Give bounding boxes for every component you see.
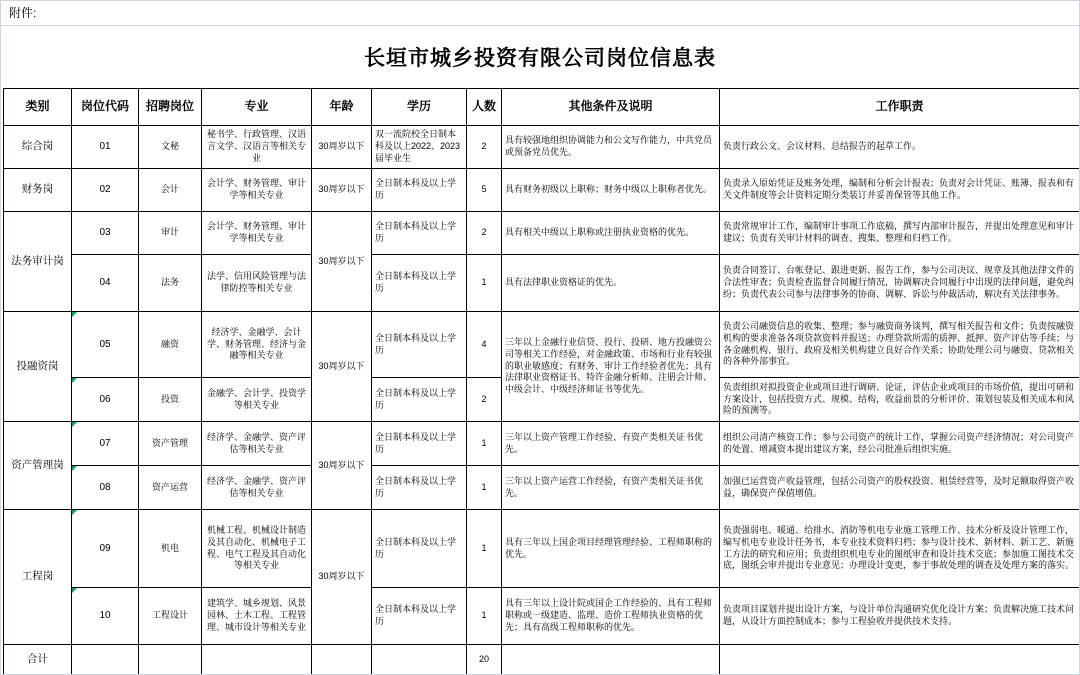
education-cell: 全日制本科及以上学历 [372, 422, 467, 466]
attachment-label: 附件: [9, 6, 37, 20]
table-row [4, 422, 1080, 466]
category-cell: 财务岗 [4, 169, 72, 212]
code-cell [72, 312, 139, 378]
major-cell: 会计学、财务管理、审计学等相关专业 [202, 212, 312, 255]
education-cell: 全日制本科及以上学历 [372, 588, 467, 645]
excel-error-marker-icon [72, 510, 77, 515]
table-row [4, 255, 1080, 312]
conditions-cell: 具有三年以上设计院或国企工作经验的、具有工程师职称或一级建造、监理、造价工程师执业资格的优先；具有高级工程师职称的优先。 [502, 588, 720, 645]
position-cell: 文秘 [139, 126, 202, 169]
code-cell [72, 378, 139, 422]
major-cell: 金融学、会计学、投资学等相关专业 [202, 378, 312, 422]
duties-cell: 负责公司融资信息的收集、整理；参与融资商务谈判，撰写相关报告和文件；负责按融资机构的要求准备各项贷款资料并报送；办理贷款所需的质押、抵押、资产评估等手续；与各金融机构、银行、政府及相关机构建立良好合作关系；协助处理公司与融资、贷款相关的各种外部事宜。 [720, 312, 1080, 378]
table-row [4, 169, 1080, 212]
conditions-cell: 三年以上资产管理工作经验、有资产类相关证书优先。 [502, 422, 720, 466]
total-count-cell: 20 [467, 645, 502, 675]
conditions-cell: 三年以上金融行业信贷、投行、投研、地方投融资公司等相关工作经验，对金融政策、市场和行业有较强的职业敏感度；有财务、审计工作经验者优先；具有法律职业资格证书、特许金融分析师、注册会计师、中级会计、中级经济师证书等优先。 [502, 312, 720, 422]
empty-cell [502, 645, 720, 675]
table-row [4, 312, 1080, 378]
position-cell: 融资 [139, 312, 202, 378]
age-cell: 30周岁以下 [312, 422, 372, 510]
major-cell: 会计学、财务管理、审计学等相关专业 [202, 169, 312, 212]
header-position: 招聘岗位 [139, 89, 202, 126]
conditions-cell: 具有三年以上国企项目经理管理经验、工程师职称的优先。 [502, 510, 720, 588]
count-cell: 1 [467, 466, 502, 510]
empty-cell [372, 645, 467, 675]
duties-cell: 负责合同签订、台帐登记、跟进更新、报告工作，参与公司决议、规章及其他法律文件的合法性审查；负责检查监督合同履行情况，协调解决合同履行中出现的法律问题，避免纠纷；负责代表公司参与法律事务的协商、调解、诉讼与仲裁活动，解决有关法律事务。 [720, 255, 1080, 312]
job-info-table [3, 88, 1080, 675]
table-row [4, 510, 1080, 588]
header-count: 人数 [467, 89, 502, 126]
code-value: 06 [99, 393, 111, 405]
header-code: 岗位代码 [72, 89, 139, 126]
excel-error-marker-icon [72, 466, 77, 471]
count-cell: 2 [467, 126, 502, 169]
category-cell: 资产管理岗 [4, 422, 72, 510]
table-row [4, 466, 1080, 510]
count-cell: 2 [467, 378, 502, 422]
position-cell: 资产运营 [139, 466, 202, 510]
duties-cell: 负责录入原始凭证及账务处理，编制和分析会计报表；负责对会计凭证、账簿、报表和有关文件制度等会计资料定期分类装订并妥善保管等其他工作。 [720, 169, 1080, 212]
total-label-cell: 合计 [4, 645, 72, 675]
excel-error-marker-icon [72, 588, 77, 593]
empty-cell [202, 645, 312, 675]
count-cell: 1 [467, 588, 502, 645]
code-cell [72, 588, 139, 645]
major-cell: 经济学、金融学、资产评估等相关专业 [202, 466, 312, 510]
category-cell: 综合岗 [4, 126, 72, 169]
table-row [4, 212, 1080, 255]
code-cell [72, 422, 139, 466]
header-row [4, 89, 1080, 126]
excel-error-marker-icon [72, 422, 77, 427]
code-cell: 01 [72, 126, 139, 169]
count-cell: 1 [467, 255, 502, 312]
education-cell: 全日制本科及以上学历 [372, 466, 467, 510]
empty-cell [312, 645, 372, 675]
code-value: 07 [99, 437, 111, 449]
count-cell: 1 [467, 510, 502, 588]
title-row [1, 26, 1079, 88]
duties-cell: 负责强弱电、暖通、给排水、消防等机电专业施工管理工作、技术分析及设计管理工作，编写机电专业设计任务书，本专业技术资料归档；参与设计技术、新材料、新工艺、新施工方法的研究和应用；负责组织机电专业的图纸审查和设计技术交底；参加施工图技术交底，图纸会审并提出专业意见；办理设计变更，参于事故处理的调查及处理方案的落实。 [720, 510, 1080, 588]
code-value: 10 [99, 610, 111, 622]
conditions-cell: 具有法律职业资格证的优先。 [502, 255, 720, 312]
major-cell: 秘书学、行政管理、汉语言文学、汉语言等相关专业 [202, 126, 312, 169]
position-cell: 工程设计 [139, 588, 202, 645]
duties-cell: 负责组织对拟投资企业或项目进行调研、论证，评估企业或项目的市场价值，提出可研和方案设计，包括投资方式、规模、结构，收益前景的分析评价、策划包装及相关成本和风险的预测等。 [720, 378, 1080, 422]
header-education: 学历 [372, 89, 467, 126]
major-cell: 建筑学、城乡规划、风景园林、土木工程、工程管理、城市设计等相关专业 [202, 588, 312, 645]
count-cell: 5 [467, 169, 502, 212]
position-cell: 会计 [139, 169, 202, 212]
duties-cell: 负责项目谋划并提出设计方案，与设计单位沟通研究优化设计方案；负责解决施工技术问题，从设计方面控制成本；参与工程验收并提供技术支持。 [720, 588, 1080, 645]
education-cell: 全日制本科及以上学历 [372, 255, 467, 312]
conditions-cell: 具有财务初级以上职称；财务中级以上职称者优先。 [502, 169, 720, 212]
position-cell: 投资 [139, 378, 202, 422]
position-cell: 机电 [139, 510, 202, 588]
empty-cell [139, 645, 202, 675]
education-cell: 全日制本科及以上学历 [372, 378, 467, 422]
table-row [4, 588, 1080, 645]
count-cell: 2 [467, 212, 502, 255]
header-category: 类别 [4, 89, 72, 126]
duties-cell: 负责行政公文、会议材料、总结报告的起草工作。 [720, 126, 1080, 169]
position-cell: 审计 [139, 212, 202, 255]
position-cell: 法务 [139, 255, 202, 312]
education-cell: 全日制本科及以上学历 [372, 510, 467, 588]
code-cell: 02 [72, 169, 139, 212]
header-age: 年龄 [312, 89, 372, 126]
header-major: 专业 [202, 89, 312, 126]
position-cell: 资产管理 [139, 422, 202, 466]
attachment-row [1, 1, 1079, 26]
major-cell: 法学、信用风险管理与法律防控等相关专业 [202, 255, 312, 312]
code-cell [72, 510, 139, 588]
category-cell: 投融资岗 [4, 312, 72, 422]
age-cell: 30周岁以下 [312, 510, 372, 645]
code-value: 09 [99, 542, 111, 554]
count-cell: 1 [467, 422, 502, 466]
age-cell: 30周岁以下 [312, 212, 372, 312]
empty-cell [720, 645, 1080, 675]
total-row [4, 645, 1080, 675]
duties-cell: 组织公司清产核资工作；参与公司资产的统计工作，掌握公司资产经济情况；对公司资产的处置、增减资本提出建议方案，经公司批准后组织实施。 [720, 422, 1080, 466]
category-cell: 法务审计岗 [4, 212, 72, 312]
conditions-cell: 三年以上资产运营工作经验，有资产类相关证书优先。 [502, 466, 720, 510]
major-cell: 经济学、金融学、会计学、财务管理、经济与金融等相关专业 [202, 312, 312, 378]
table-row [4, 126, 1080, 169]
education-cell: 全日制本科及以上学历 [372, 212, 467, 255]
duties-cell: 加强已运营资产收益管理，包括公司资产的股权投资、租赁经营等，及时足额取得资产收益，确保资产保值增值。 [720, 466, 1080, 510]
category-cell: 工程岗 [4, 510, 72, 645]
duties-cell: 负责常规审计工作，编制审计事项工作底稿，撰写内部审计报告，并提出处理意见和审计建议；负责有关审计材料的调查、搜集、整理和归档工作。 [720, 212, 1080, 255]
major-cell: 机械工程、机械设计制造及其自动化、机械电子工程、电气工程及其自动化等相关专业 [202, 510, 312, 588]
code-value: 05 [99, 338, 111, 350]
empty-cell [72, 645, 139, 675]
education-cell: 全日制本科及以上学历 [372, 169, 467, 212]
age-cell: 30周岁以下 [312, 126, 372, 169]
count-cell: 4 [467, 312, 502, 378]
code-cell [72, 466, 139, 510]
education-cell: 双一流院校全日制本科及以上2022、2023届毕业生 [372, 126, 467, 169]
major-cell: 经济学、金融学、资产评估等相关专业 [202, 422, 312, 466]
code-cell: 03 [72, 212, 139, 255]
age-cell: 30周岁以下 [312, 312, 372, 422]
excel-error-marker-icon [72, 378, 77, 383]
conditions-cell: 具有相关中级以上职称或注册执业资格的优先。 [502, 212, 720, 255]
excel-error-marker-icon [72, 312, 77, 317]
age-cell: 30周岁以下 [312, 169, 372, 212]
conditions-cell: 具有较强地组织协调能力和公文写作能力，中共党员或预备党员优先。 [502, 126, 720, 169]
header-conditions: 其他条件及说明 [502, 89, 720, 126]
education-cell: 全日制本科及以上学历 [372, 312, 467, 378]
code-value: 08 [99, 481, 111, 493]
header-duties: 工作职责 [720, 89, 1080, 126]
page-title: 长垣市城乡投资有限公司岗位信息表 [364, 47, 716, 70]
code-cell: 04 [72, 255, 139, 312]
